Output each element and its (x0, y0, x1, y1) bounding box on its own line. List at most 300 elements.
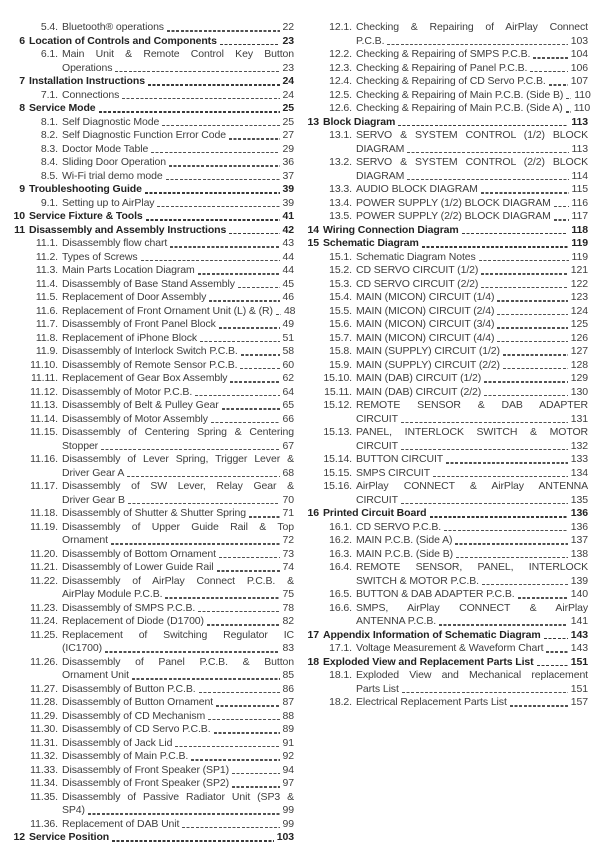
toc-entry (12, 399, 294, 413)
toc-entry-title: CD SERVO CIRCUIT (1/2) (356, 264, 479, 276)
dash-leader (101, 449, 279, 450)
toc-entry-line (62, 669, 294, 683)
toc-entry (12, 561, 294, 575)
toc-entry-line (12, 102, 294, 116)
dash-leader (208, 719, 279, 720)
page-number: 136 (570, 520, 588, 533)
dash-leader (446, 462, 568, 463)
toc-entry-line (12, 210, 294, 224)
toc-entry (12, 791, 294, 818)
dash-leader (407, 152, 568, 153)
toc-entry-title-continued: Ornament Unit (62, 669, 129, 681)
dash-leader (141, 260, 280, 261)
page-number: 68 (282, 466, 294, 479)
toc-entry-title: Disassembly of Motor Assembly (62, 412, 208, 425)
toc-entry-number: 11.16. (30, 453, 58, 465)
toc-entry (12, 170, 294, 184)
toc-entry-title-continued: P.C.B. (356, 34, 385, 47)
toc-entry-title: Disassembly of Belt & Pulley Gear (62, 399, 219, 411)
dash-leader (455, 543, 567, 544)
dash-leader (398, 125, 568, 126)
dash-leader (111, 543, 280, 544)
page-number: 87 (282, 696, 294, 708)
dash-leader (276, 314, 281, 315)
page-number: 78 (282, 601, 294, 614)
page-number: 119 (571, 250, 588, 263)
dash-leader (537, 665, 568, 666)
toc-entry-line (30, 412, 294, 427)
toc-entry-line (35, 318, 294, 332)
dash-leader (157, 206, 279, 207)
dash-leader (503, 368, 568, 369)
dash-leader (199, 692, 280, 693)
toc-chapter-entry (306, 629, 588, 643)
toc-entry-title: Disassembly of Lower Guide Rail (62, 561, 214, 573)
toc-entry (12, 116, 294, 130)
page-number: 110 (573, 102, 591, 114)
toc-entry-line (356, 683, 588, 697)
page-number: 86 (282, 682, 294, 695)
page-number: 133 (570, 453, 588, 465)
toc-entry-line (356, 35, 588, 49)
toc-entry-line (62, 588, 294, 602)
toc-entry-line (12, 831, 294, 845)
dash-leader (238, 287, 280, 288)
toc-entry-number: 15.4. (329, 291, 352, 303)
page-number: 83 (282, 642, 294, 654)
page-number: 75 (282, 588, 294, 600)
toc-entry-number: 8.1. (40, 115, 58, 128)
toc-entry (12, 777, 294, 791)
dash-leader (484, 395, 568, 396)
page-number: 121 (570, 264, 588, 276)
toc-entry-title: Exploded View and Replacement Parts List (323, 655, 534, 668)
toc-entry-line (40, 21, 294, 35)
page-number: 44 (282, 250, 294, 263)
toc-entry-title-continued: CIRCUIT (356, 493, 398, 506)
toc-entry-number: 17 (307, 628, 319, 641)
dash-leader (554, 219, 569, 220)
page-number: 107 (570, 75, 588, 87)
toc-entry (12, 237, 294, 251)
toc-entry (12, 197, 294, 211)
toc-chapter-entry (306, 507, 588, 521)
toc-entry-number: 16 (307, 507, 319, 519)
dash-leader (479, 260, 569, 261)
toc-entry-number: 11.4. (35, 277, 58, 290)
toc-entry-title: Replacement of Gear Box Assembly (62, 372, 228, 384)
toc-entry-line (40, 142, 294, 157)
toc-entry (306, 48, 588, 62)
toc-entry-number: 11.1. (35, 237, 58, 249)
toc-entry-number: 15.7. (329, 331, 352, 344)
page-number: 27 (282, 129, 294, 141)
dash-leader (230, 381, 279, 382)
toc-chapter-entry (306, 224, 588, 238)
toc-entry-number: 14 (307, 223, 319, 236)
toc-entry-line (306, 237, 588, 251)
toc-entry-title: Schematic Diagram Notes (356, 250, 476, 263)
page-number: 116 (571, 196, 588, 209)
toc-entry-title: Disassembly of Bottom Ornament (62, 547, 216, 560)
toc-entry-title: AirPlay CONNECT & AirPlay ANTENNA (356, 480, 588, 492)
toc-entry-line (35, 237, 294, 251)
toc-entry-number: 13.1. (329, 129, 352, 141)
toc-entry-title: Disassembly of SMPS P.C.B. (62, 601, 196, 614)
dash-leader (148, 84, 280, 85)
toc-entry-title: Disassembly of Jack Lid (62, 736, 173, 749)
toc-entry (306, 467, 588, 481)
page-number: 49 (282, 318, 294, 330)
toc-entry-title: Checking & Repairing of AirPlay Connect (356, 21, 588, 33)
toc-entry-line (62, 534, 294, 548)
toc-entry-title: Schematic Diagram (323, 237, 419, 249)
toc-entry-line (329, 534, 588, 548)
toc-entry-line (40, 115, 294, 130)
toc-entry-number: 11.17. (30, 480, 58, 492)
toc-entry-number: 13 (307, 115, 319, 128)
page-number: 62 (282, 372, 294, 384)
toc-entry-line (35, 250, 294, 265)
toc-entry (306, 156, 588, 183)
page-number: 122 (570, 277, 588, 290)
page-number: 135 (570, 493, 588, 506)
toc-entry-line (324, 385, 588, 400)
toc-entry-number: 11.10. (30, 358, 58, 371)
toc-entry-number: 12.5. (329, 88, 352, 101)
toc-entry-line (12, 224, 294, 238)
toc-entry-line (329, 264, 588, 278)
toc-column-left (12, 21, 294, 845)
toc-entry-title: REMOTE SENSOR, PANEL, INTERLOCK (356, 561, 588, 573)
dash-leader (211, 422, 280, 423)
toc-entry-number: 18.1. (329, 669, 352, 681)
toc-entry-number: 6 (19, 34, 25, 47)
toc-entry-line (329, 196, 588, 211)
dash-leader (217, 570, 280, 571)
toc-entry-title: Main Parts Location Diagram (62, 264, 195, 276)
dash-leader (167, 30, 280, 31)
dash-leader (105, 651, 279, 652)
dash-leader (433, 476, 568, 477)
toc-entry-number: 7 (19, 75, 25, 87)
toc-entry-line (329, 48, 588, 62)
toc-entry (306, 561, 588, 588)
toc-entry-line (62, 440, 294, 454)
toc-entry-title: Exploded View and Mechanical replacement (356, 669, 588, 681)
dash-leader (216, 705, 279, 706)
page-number: 72 (282, 534, 294, 546)
page-number: 37 (282, 169, 294, 182)
toc-entry-number: 16.2. (329, 534, 352, 546)
toc-entry (12, 305, 294, 319)
toc-entry (12, 359, 294, 373)
page-number: 42 (282, 223, 294, 236)
dash-leader (481, 273, 567, 274)
toc-entry (12, 318, 294, 332)
toc-entry-number: 15.12. (323, 399, 352, 411)
dash-leader (151, 152, 279, 153)
dash-leader (88, 813, 280, 814)
toc-entry (12, 386, 294, 400)
toc-entry-number: 11.3. (35, 264, 58, 276)
toc-entry-number: 9.1. (40, 196, 58, 209)
dash-leader (533, 57, 567, 58)
dash-leader (232, 773, 280, 774)
toc-entry (12, 453, 294, 480)
toc-entry-number: 11.5. (35, 291, 58, 303)
page-number: 132 (570, 439, 588, 452)
page-number: 137 (570, 534, 588, 546)
toc-entry-number: 11.9. (35, 345, 58, 357)
toc-entry-number: 15.1. (329, 250, 352, 263)
toc-entry-title-continued: SWITCH & MOTOR P.C.B. (356, 574, 479, 587)
toc-entry-number: 16.3. (329, 547, 352, 560)
toc-entry-title: Disassembly of Front Speaker (SP2) (62, 777, 229, 789)
toc-entry (306, 386, 588, 400)
toc-chapter-entry (12, 75, 294, 89)
dash-leader (198, 273, 280, 274)
toc-entry-number: 13.2. (329, 156, 352, 168)
toc-entry-line (30, 736, 294, 751)
toc-entry (306, 669, 588, 696)
toc-entry (12, 89, 294, 103)
toc-entry-title-continued: Ornament (62, 534, 108, 546)
toc-entry-line (62, 494, 294, 508)
toc-entry-line (306, 656, 588, 670)
toc-entry-title: Disassembly of Lever Spring, Trigger Lever & (62, 453, 294, 465)
dash-leader (122, 98, 279, 99)
dash-leader (554, 206, 569, 207)
toc-entry (306, 291, 588, 305)
dash-leader (241, 354, 280, 355)
toc-entry (12, 723, 294, 737)
dash-leader (229, 233, 279, 234)
page-number: 103 (570, 34, 588, 47)
toc-entry-line (323, 372, 588, 386)
dash-leader (444, 530, 568, 531)
toc-entry-line (40, 129, 294, 143)
toc-entry (306, 534, 588, 548)
toc-entry-line (329, 345, 588, 359)
toc-entry-number: 10 (13, 210, 25, 222)
toc-entry-title-continued: SP4) (62, 804, 85, 816)
page-number: 46 (282, 291, 294, 303)
page-number: 129 (570, 372, 588, 384)
toc-entry-line (329, 520, 588, 535)
toc-entry (12, 480, 294, 507)
toc-entry-line (30, 385, 294, 400)
toc-entry (306, 642, 588, 656)
toc-entry (12, 21, 294, 35)
page-number: 23 (282, 61, 294, 74)
dash-leader (430, 516, 568, 517)
toc-entry-title: Self Diagnostic Function Error Code (62, 129, 226, 141)
toc-entry-line (329, 318, 588, 332)
toc-entry (12, 656, 294, 683)
page-number: 115 (571, 183, 588, 195)
dash-leader (169, 165, 279, 166)
toc-entry-title: Disassembly of Centering Spring & Centering (62, 426, 294, 438)
page-number: 41 (282, 210, 294, 222)
toc-entry-title: Block Diagram (323, 115, 396, 128)
toc-entry-number: 17.1. (329, 642, 352, 654)
toc-entry-number: 6.1. (40, 48, 58, 60)
toc-entry-number: 16.6. (329, 601, 352, 614)
page-number: 124 (570, 304, 588, 317)
toc-entry-line (356, 413, 588, 427)
dash-leader (132, 678, 280, 679)
toc-entry-line (306, 629, 588, 643)
toc-entry-title: Bluetooth® operations (62, 21, 164, 33)
toc-entry-line (62, 642, 294, 656)
toc-chapter-entry (12, 102, 294, 116)
toc-entry (12, 143, 294, 157)
toc-entry-title: MAIN (SUPPLY) CIRCUIT (2/2) (356, 358, 500, 371)
dash-leader (503, 354, 568, 355)
toc-chapter-entry (12, 35, 294, 49)
toc-entry-title: Disassembly of Button Ornament (62, 696, 214, 708)
toc-entry-number: 11.19. (30, 520, 58, 533)
page-number: 25 (282, 102, 294, 114)
page-number: 118 (571, 223, 588, 236)
toc-entry-title: MAIN (DAB) CIRCUIT (1/2) (356, 372, 482, 384)
toc-entry-line (30, 601, 294, 616)
toc-entry-title: Replacement of iPhone Block (62, 331, 198, 344)
toc-entry-title: Checking & Repairing of CD Servo P.C.B. (356, 75, 546, 87)
toc-entry-title: MAIN (MICON) CIRCUIT (3/4) (356, 318, 495, 330)
toc-entry (306, 21, 588, 48)
toc-entry-number: 18 (307, 655, 319, 668)
toc-entry (306, 602, 588, 629)
dash-leader (99, 111, 280, 112)
toc-entry-line (329, 547, 588, 562)
toc-entry (306, 399, 588, 426)
dash-leader (128, 503, 280, 504)
toc-entry-title: Self Diagnostic Mode (62, 115, 160, 128)
page-number: 140 (570, 588, 588, 600)
toc-entry-number: 11.8. (35, 331, 58, 344)
toc-entry-title: Disassembly of AirPlay Connect P.C.B. & (62, 574, 294, 587)
toc-entry-line (329, 291, 588, 305)
toc-entry-title-continued: AirPlay Module P.C.B. (62, 588, 163, 600)
toc-entry-line (329, 277, 588, 292)
toc-entry-number: 11.25. (30, 628, 58, 641)
toc-entry-title: Disassembly of Front Speaker (SP1) (62, 763, 229, 776)
toc-entry-title: Doctor Mode Table (62, 142, 149, 155)
page-number: 73 (282, 547, 294, 560)
dash-leader (200, 341, 279, 342)
toc-entry (12, 521, 294, 548)
dash-leader (175, 746, 279, 747)
toc-entry-title-continued: Operations (62, 61, 113, 74)
toc-entry-line (40, 156, 294, 170)
toc-entry (12, 629, 294, 656)
toc-entry-title: MAIN (DAB) CIRCUIT (2/2) (356, 385, 482, 398)
toc-entry-title-continued: Stopper (62, 439, 99, 452)
toc-entry-title: Checking & Repairing of Main P.C.B. (Side B) (356, 88, 564, 101)
toc-entry-line (35, 331, 294, 346)
toc-entry-title: Printed Circuit Board (323, 507, 427, 519)
dash-leader (566, 111, 571, 112)
toc-entry-number: 11.12. (30, 385, 58, 398)
toc-entry (306, 75, 588, 89)
dash-leader (407, 179, 568, 180)
toc-entry-title: POWER SUPPLY (1/2) BLOCK DIAGRAM (356, 196, 551, 209)
toc-entry-title: Disassembly of Shutter & Shutter Spring (62, 507, 247, 519)
toc-entry-title: Replacement of Door Assembly (62, 291, 207, 303)
toc-entry-title: Disassembly and Assembly Instructions (29, 223, 227, 236)
toc-entry (12, 696, 294, 710)
dash-leader (401, 449, 568, 450)
toc-entry (12, 372, 294, 386)
toc-entry (12, 129, 294, 143)
toc-entry-title: Checking & Repairing of Main P.C.B. (Side A) (356, 102, 563, 114)
toc-entry-number: 15 (307, 237, 319, 249)
toc-entry-title: SERVO & SYSTEM CONTROL (2/2) BLOCK (356, 156, 588, 168)
dash-leader (439, 624, 568, 625)
page-number: 24 (282, 88, 294, 101)
toc-entry-title: Installation Instructions (29, 75, 145, 87)
toc-entry (12, 710, 294, 724)
toc-entry-number: 8 (19, 102, 25, 114)
toc-entry-number: 15.2. (329, 264, 352, 276)
page-number: 74 (282, 561, 294, 573)
toc-entry (306, 318, 588, 332)
dash-leader (115, 71, 279, 72)
toc-entry-title-continued: CIRCUIT (356, 412, 398, 425)
toc-entry-title: Disassembly of Main P.C.B. (62, 750, 189, 762)
toc-entry (306, 696, 588, 710)
toc-entry-number: 11.31. (30, 736, 58, 749)
dash-leader (530, 71, 567, 72)
toc-entry-title: Disassembly of Base Stand Assembly (62, 277, 235, 290)
toc-entry-line (356, 143, 588, 157)
toc-entry (12, 426, 294, 453)
page-number: 114 (571, 169, 588, 182)
toc-entry-title: Disassembly of Motor P.C.B. (62, 385, 193, 398)
toc-entry-title: Wi-Fi trial demo mode (62, 169, 163, 182)
dash-leader (510, 705, 568, 706)
toc-entry-title: Appendix Information of Schematic Diagram (323, 628, 541, 641)
dash-leader (240, 368, 279, 369)
toc-entry-title: SMPS CIRCUIT (356, 466, 431, 479)
page-number: 71 (282, 507, 294, 519)
toc-entry-title-continued: Driver Gear B (62, 493, 125, 506)
toc-entry-line (329, 304, 588, 319)
toc-entry (12, 278, 294, 292)
page-number: 131 (570, 412, 588, 425)
page-number: 126 (570, 331, 588, 344)
toc-entry (12, 683, 294, 697)
dash-leader (165, 597, 279, 598)
dash-leader (209, 300, 279, 301)
toc-entry-title: Connections (62, 88, 120, 101)
toc-entry-line (329, 696, 588, 710)
toc-entry-title-continued: (IC1700) (62, 642, 103, 654)
toc-entry-title: MAIN (MICON) CIRCUIT (2/4) (356, 304, 495, 317)
toc-entry-number: 11.33. (30, 763, 58, 776)
toc-entry-number: 15.5. (329, 304, 352, 317)
page-number: 123 (570, 291, 588, 303)
page-number: 66 (282, 412, 294, 425)
toc-entry-line (62, 804, 294, 818)
dash-leader (220, 44, 280, 45)
toc-entry-line (329, 88, 591, 103)
toc-entry-number: 12.6. (329, 102, 352, 114)
toc-entry-number: 15.14. (323, 453, 352, 465)
toc-entry-line (12, 75, 294, 89)
